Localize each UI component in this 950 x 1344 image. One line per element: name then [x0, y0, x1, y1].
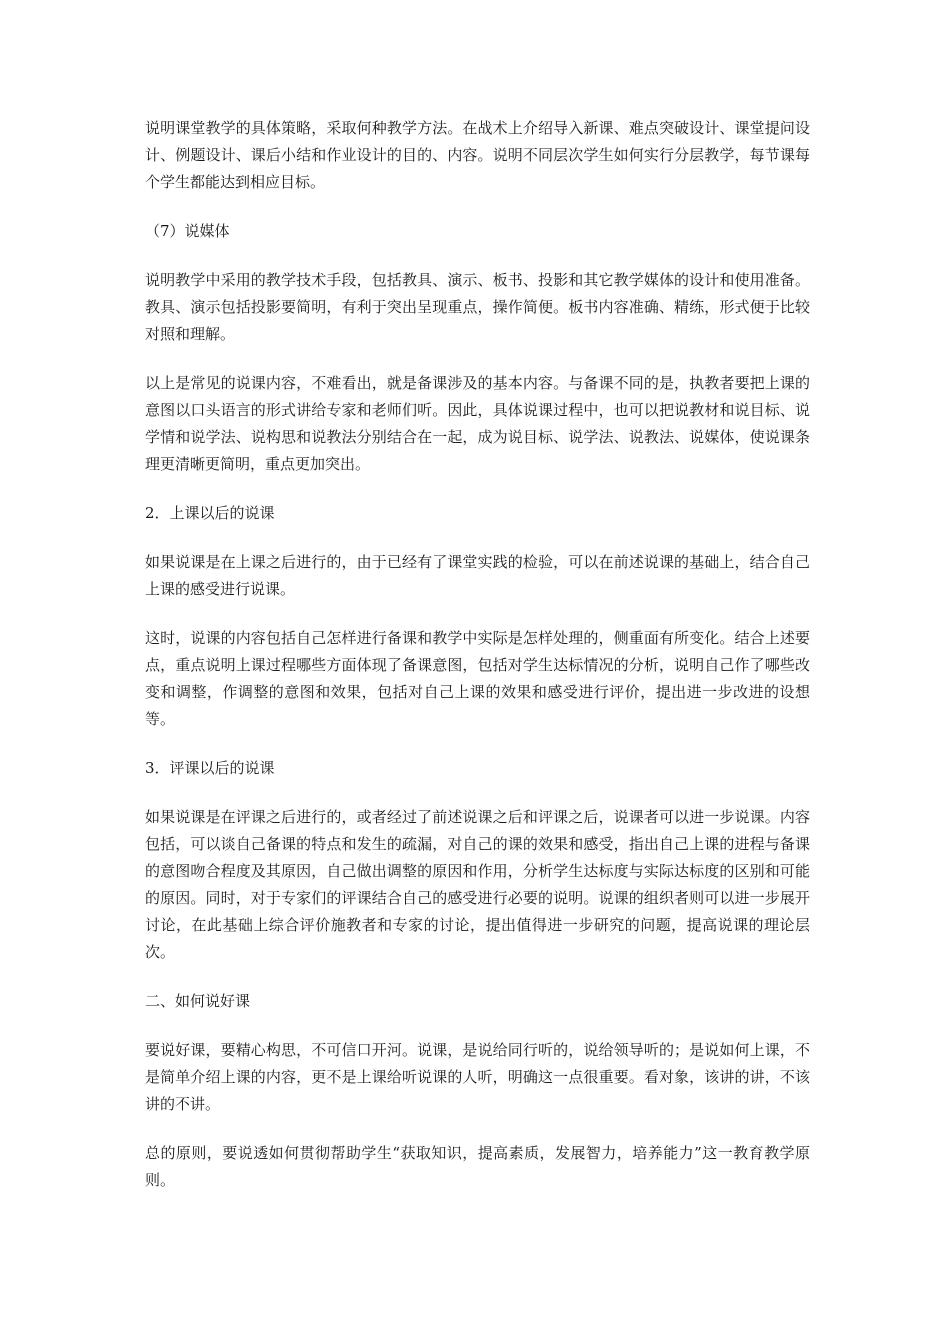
heading-after-class: 2．上课以后的说课 [145, 504, 275, 522]
paragraph-after-review: 如果说课是在评课之后进行的，或者经过了前述说课之后和评课之后，说课者可以进一步说课。内容包括，可以谈自己备课的特点和发生的疏漏，对自己的课的效果和感受，指出自己上课的进程与备课的意图吻合程度及其原因，自己做出调整的原因和作用，分析学生达标度与实际达标度的区别和可能的原因。同时，对于专家们的评课结合自己的感受进行必要的说明。说课的组织者则可以进一步展开讨论，在此基础上综合评价施教者和专家的讨论，提出值得进一步研究的问题，提高说课的理论层次。 [145, 808, 810, 961]
paragraph-general-principle: 总的原则，要说透如何贯彻帮助学生“获取知识，提高素质，发展智力，培养能力”这一教育教学原则。 [145, 1144, 810, 1189]
paragraph-after-class-intro: 如果说课是在上课之后进行的，由于已经有了课堂实践的检验，可以在前述说课的基础上，结合自己上课的感受进行说课。 [145, 553, 810, 598]
paragraph-common-content: 以上是常见的说课内容，不难看出，就是备课涉及的基本内容。与备课不同的是，执教者要把上课的意图以口头语言的形式讲给专家和老师们听。因此，具体说课过程中，也可以把说教材和说目标、说学情和说学法、说构思和说教法分别结合在一起，成为说目标、说学法、说教法、说媒体，使说课条理更清晰更简明，重点更加突出。 [145, 374, 810, 473]
paragraph-media: 说明教学中采用的教学技术手段，包括教具、演示、板书、投影和其它教学媒体的设计和使用准备。教具、演示包括投影要简明，有利于突出呈现重点，操作简便。板书内容准确、精练，形式便于比较对照和理解。 [145, 271, 810, 343]
paragraph-how-to-present: 要说好课，要精心构思，不可信口开河。说课，是说给同行听的，说给领导听的；是说如何上课，不是简单介绍上课的内容，更不是上课给听说课的人听，明确这一点很重要。看对象，该讲的讲，不该讲的不讲。 [145, 1041, 810, 1113]
heading-media: （7）说媒体 [145, 222, 230, 240]
heading-after-review: 3．评课以后的说课 [145, 759, 275, 777]
paragraph-teaching-strategy: 说明课堂教学的具体策略，采取何种教学方法。在战术上介绍导入新课、难点突破设计、课堂提问设计、例题设计、课后小结和作业设计的目的、内容。说明不同层次学生如何实行分层教学，每节课每个学生都能达到相应目标。 [145, 119, 810, 191]
document-body [145, 115, 810, 1216]
heading-how-to-present: 二、如何说好课 [145, 992, 251, 1010]
paragraph-after-class-detail: 这时，说课的内容包括自己怎样进行备课和教学中实际是怎样处理的，侧重面有所变化。结合上述要点，重点说明上课过程哪些方面体现了备课意图，包括对学生达标情况的分析，说明自己作了哪些改变和调整，作调整的意图和效果，包括对自己上课的效果和感受进行评价，提出进一步改进的设想等。 [145, 629, 810, 728]
